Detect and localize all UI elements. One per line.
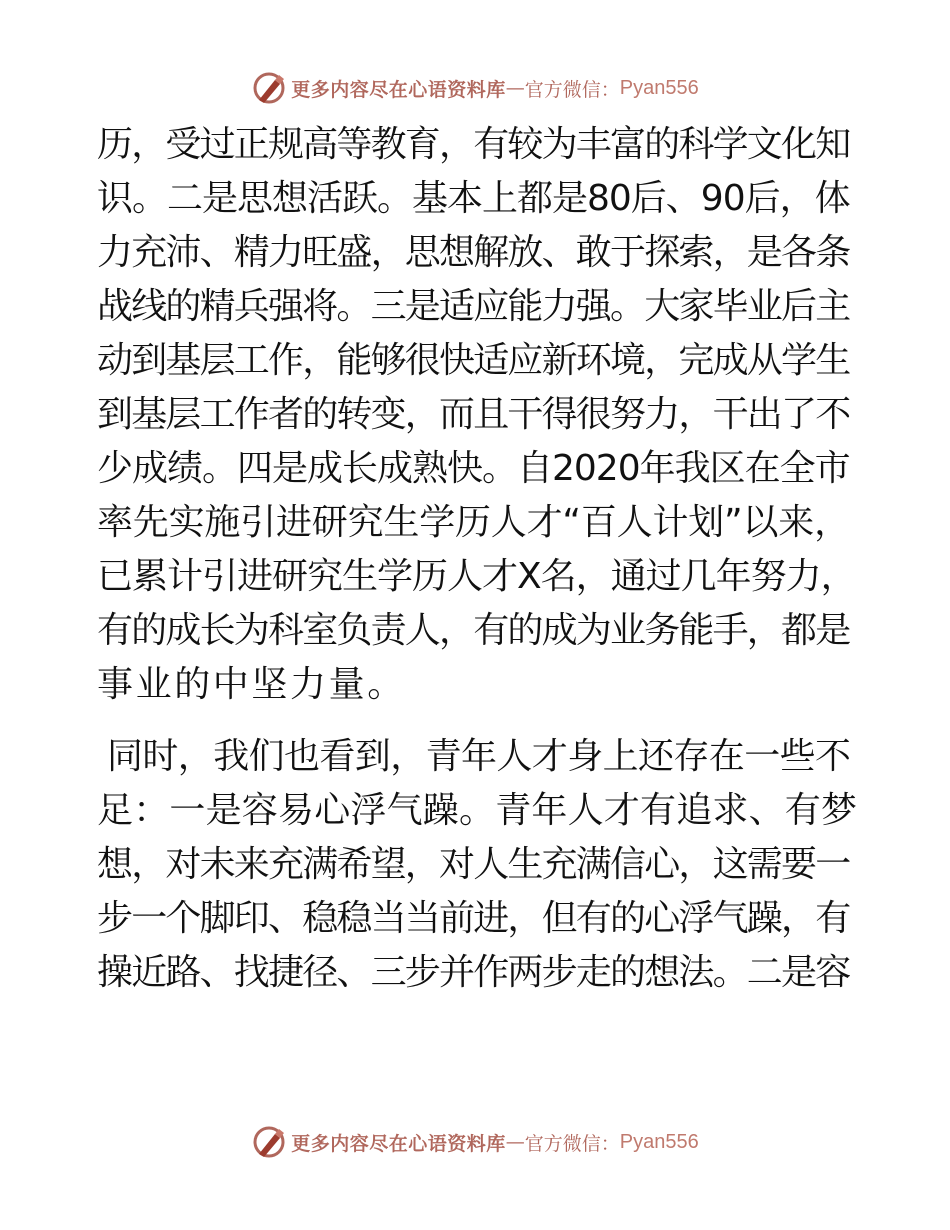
text-line: 历，受过正规高等教育，有较为丰富的科学文化知 xyxy=(97,124,850,165)
text-line: 同时，我们也看到，青年人才身上还存在一些不 xyxy=(107,736,851,777)
text-line: 足：一是容易心浮气躁。青年人才有追求、有梦 xyxy=(97,790,858,831)
footer-separator: — xyxy=(505,1131,525,1153)
text-line: 已累计引进研究生学历人才X名，通过几年努力， xyxy=(97,556,856,597)
text-line: 步一个脚印、稳稳当当前进，但有的心浮气躁，有 xyxy=(97,898,850,939)
document-body xyxy=(97,118,857,1000)
text-line: 事业的中坚力量。 xyxy=(97,664,406,705)
text-line: 有的成长为科室负责人，有的成为业务能手，都是 xyxy=(97,610,850,651)
paragraph-2 xyxy=(97,730,857,1000)
header-contact-label: 官方微信： xyxy=(524,78,620,101)
header-banner-text: 更多内容尽在心语资料库 xyxy=(291,78,506,101)
paragraph-gap xyxy=(97,712,857,730)
text-line: 少成绩。四是成长成熟快。自2020年我区在全市 xyxy=(97,448,850,489)
header-separator: — xyxy=(505,77,525,99)
text-line: 到基层工作者的转变，而且干得很努力，干出了不 xyxy=(97,394,850,435)
footer-contact-id: Pyan556 xyxy=(619,1130,699,1153)
footer-contact-label: 官方微信： xyxy=(524,1132,620,1155)
text-line: 想，对未来充满希望，对人生充满信心，这需要一 xyxy=(97,844,850,885)
footer-banner-text: 更多内容尽在心语资料库 xyxy=(291,1132,506,1155)
text-line: 战线的精兵强将。三是适应能力强。大家毕业后主 xyxy=(97,286,850,327)
text-line: 识。二是思想活跃。基本上都是80后、90后，体 xyxy=(97,178,850,219)
text-line: 动到基层工作，能够很快适应新环境，完成从学生 xyxy=(97,340,850,381)
paragraph-1 xyxy=(97,118,857,712)
text-line: 操近路、找捷径、三步并作两步走的想法。二是容 xyxy=(97,952,850,993)
header-banner xyxy=(0,68,950,108)
pen-logo-icon xyxy=(251,70,287,106)
pen-logo-icon xyxy=(251,1124,287,1160)
text-line: 力充沛、精力旺盛，思想解放、敢于探索，是各条 xyxy=(97,232,850,273)
text-line: 率先实施引进研究生学历人才“百人计划”以来， xyxy=(97,502,850,543)
footer-banner xyxy=(0,1122,950,1162)
header-contact-id: Pyan556 xyxy=(619,76,699,99)
